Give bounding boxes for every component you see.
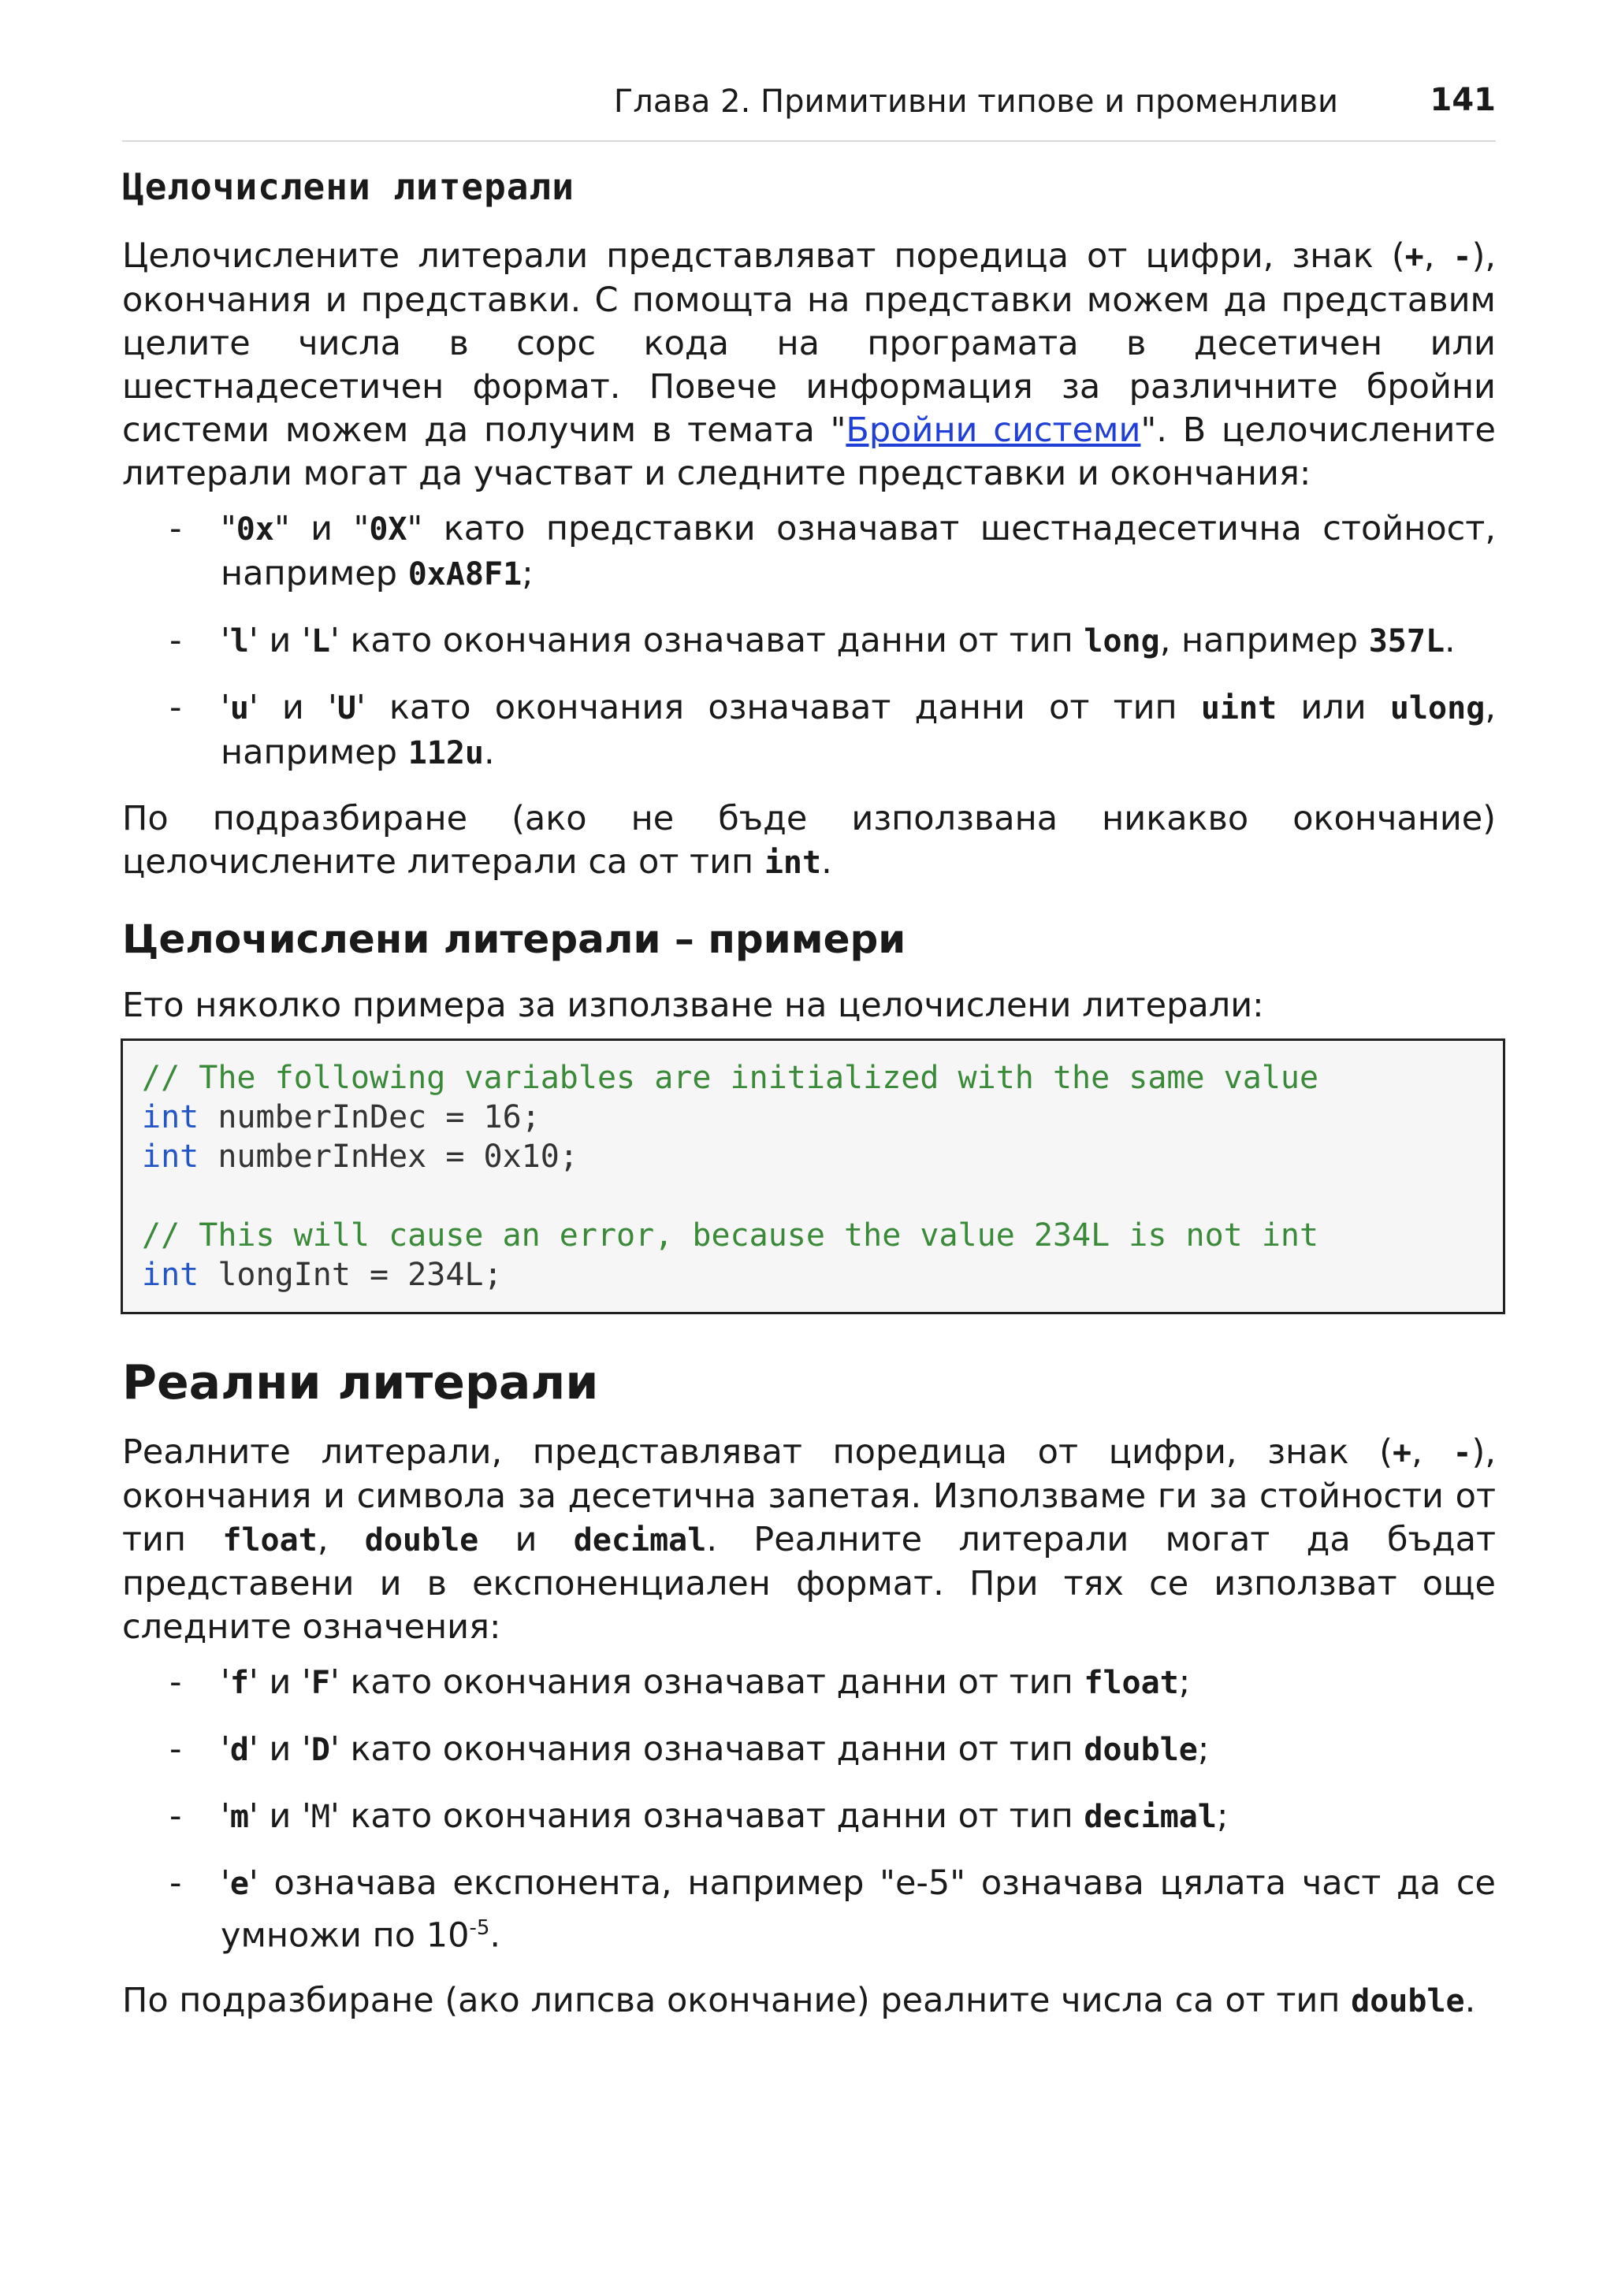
- section-heading-integer-examples: Целочислени литерали – примери: [122, 916, 906, 962]
- plus-sign: +: [1404, 239, 1424, 275]
- number-systems-link[interactable]: Бройни системи: [846, 411, 1141, 450]
- plus-sign: +: [1393, 1435, 1412, 1471]
- page-content: [122, 165, 1496, 2034]
- integer-literals-intro: Целочислените литерали представляват поредица от цифри, знак (+, -), окончания и представки. С помощта на представки можем да представим целите числа в сорс кода на програмата в десетичен или шестнадесетичен формат. Повече информация за различните бройни системи можем да получим в темата "Бройни системи". В целочислените литерали могат да участват и следните представки и окончания:: [122, 236, 1497, 493]
- code-line: int numberInDec = 16;: [142, 1099, 541, 1135]
- list-item: - 'l' и 'L' като окончания означават данни от тип long, например 357L.: [169, 621, 1456, 660]
- real-literals-intro: Реалните литерали, представляват поредица от цифри, знак (+, -), окончания и символа за десетична запетая. Използваме ги за стойности от тип float, double и decimal. Реалните литерали могат да бъдат представени и в експоненциален формат. При тях се използват още следните означения:: [122, 1432, 1497, 1647]
- real-suffix-list: [122, 1660, 1496, 1957]
- section-heading-real-literals: Реални литерали: [122, 1355, 599, 1410]
- list-item: - 'd' и 'D' като окончания означават данни от тип double;: [169, 1729, 1210, 1769]
- integer-default-type-text: По подразбиране (ако не бъде използвана никакво окончание) целочислените литерали са от тип int.: [122, 799, 1496, 882]
- code-line-blank: [142, 1176, 1484, 1216]
- list-item: - 'e' означава експонента, например "e-5" означава цялата част да се умножи по $10^{-5}$.: [169, 1863, 1496, 1956]
- integer-prefix-suffix-list: [122, 507, 1496, 775]
- code-line: // This will cause an error, because the value 234L is not int: [142, 1217, 1319, 1254]
- section-heading-integer-literals: Целочислени литерали: [122, 165, 575, 208]
- minus-sign: -: [1452, 239, 1472, 275]
- real-default-type-text: По подразбиране (ако липсва окончание) реалните числа са от тип double.: [122, 1981, 1476, 2021]
- code-line: // The following variables are initialized with the same value: [142, 1060, 1319, 1096]
- list-item: - 'u' и 'U' като окончания означават данни от тип uint или ulong, например 112u.: [169, 688, 1496, 772]
- code-line: int numberInHex = 0x10;: [142, 1139, 578, 1175]
- list-item: - "0x" и "0X" като представки означават шестнадесетична стойност, например 0xA8F1;: [169, 509, 1497, 593]
- integer-examples-intro: Ето няколко примера за използване на целочислени литерали:: [122, 986, 1264, 1025]
- chapter-title: Глава 2. Примитивни типове и променливи: [613, 84, 1338, 120]
- page-number: 141: [1430, 82, 1496, 118]
- code-line: int longInt = 234L;: [142, 1257, 503, 1293]
- page-header: [122, 79, 1496, 142]
- minus-sign: -: [1452, 1435, 1472, 1471]
- list-item: - 'm' и 'M' като окончания означават данни от тип decimal;: [169, 1796, 1229, 1836]
- code-example-block: [121, 1038, 1505, 1314]
- list-item: - 'f' и 'F' като окончания означават данни от тип float;: [169, 1663, 1191, 1702]
- exponent-superscript: -5: [469, 1916, 490, 1940]
